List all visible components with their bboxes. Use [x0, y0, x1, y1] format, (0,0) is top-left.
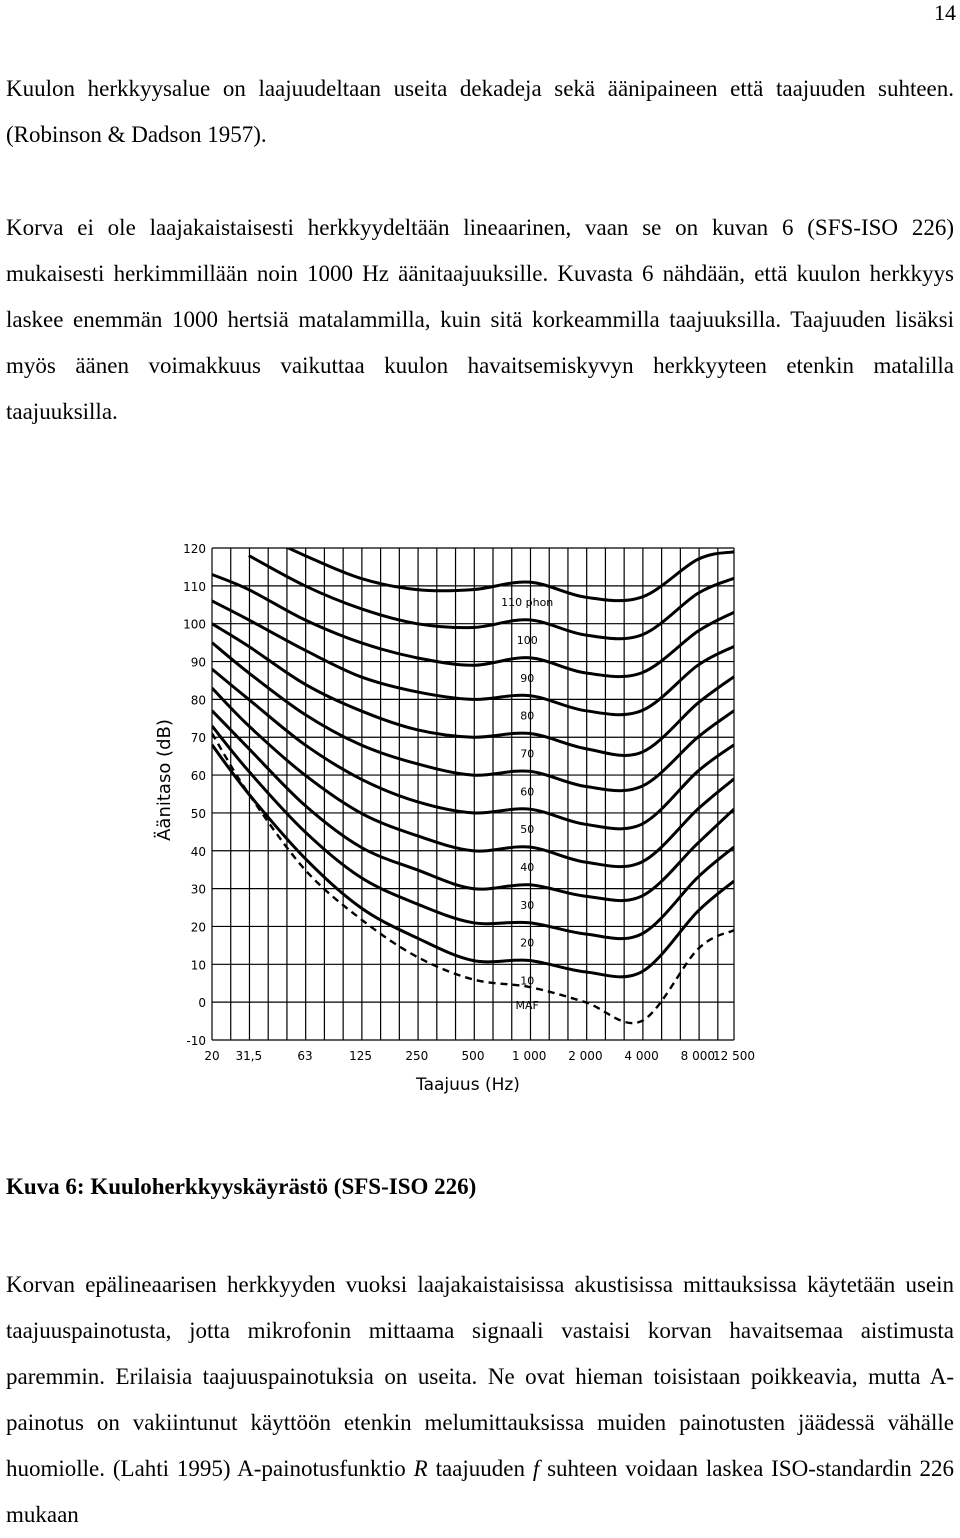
- y-axis-label: Äänitaso (dB): [154, 719, 175, 841]
- loudness-chart: [150, 530, 770, 1110]
- variable-R: R: [413, 1456, 428, 1481]
- y-tick-label: 120: [183, 542, 206, 556]
- curve-label: 10: [520, 974, 535, 988]
- y-tick-label: 40: [190, 844, 206, 859]
- x-tick-label: 8 000: [680, 1049, 715, 1063]
- x-tick-label: 500: [461, 1049, 485, 1063]
- y-tick-label: 70: [190, 731, 206, 746]
- chart-grid: [212, 548, 734, 1040]
- curve-label: 100: [516, 633, 538, 647]
- curve-label: 40: [520, 860, 535, 874]
- curve-label: 70: [520, 747, 535, 761]
- x-tick-label: 63: [297, 1049, 313, 1063]
- x-axis-label: Taajuus (Hz): [416, 1075, 520, 1095]
- y-tick-label: 90: [190, 655, 206, 670]
- x-tick-label: 20: [204, 1049, 220, 1063]
- paragraph-1: Kuulon herkkyysalue on laajuudeltaan useita dekadeja sekä äänipaineen että taajuuden suhteen. (Robinson & Dadson 1957).: [6, 76, 954, 147]
- page-number: 14: [934, 0, 956, 25]
- y-tick-label: 50: [190, 806, 206, 821]
- paragraph-2: Korva ei ole laajakaistaisesti herkkyydeltään lineaarinen, vaan se on kuvan 6 (SFS-ISO 226) mukaisesti herkimmillään noin 1000 Hz äänitaajuuksille. Kuvasta 6 nähdään, että kuulon herkkyys laskee enemmän 1000 hertsiä matalammilla, kuin sitä korkeammilla taajuuksilla. Taajuuden lisäksi myös äänen voimakkuus vaikuttaa kuulon havaitsemiskyvyn herkkyyteen etenkin matalilla taajuuksilla.: [6, 215, 954, 424]
- curve-label: 50: [520, 823, 535, 837]
- y-tick-label: 100: [183, 617, 206, 632]
- curve-label: 60: [520, 785, 535, 799]
- y-tick-label: 60: [190, 769, 206, 784]
- figure-caption: Kuva 6: Kuuloherkkyyskäyrästö (SFS-ISO 226): [6, 1174, 477, 1199]
- x-tick-label: 12 500: [713, 1049, 755, 1063]
- curve-label: 90: [520, 671, 535, 685]
- x-tick-label: 31,5: [235, 1049, 263, 1063]
- paragraph-3-text: Korvan epälineaarisen herkkyyden vuoksi laajakaistaisissa akustisissa mittauksissa käytetään usein taajuuspainotusta, jotta mikrofonin mittaama signaali vastaisi korvan havaitsemaa aistimusta paremmin. Erilaisia taajuuspainotuksia on useita. Ne ovat hieman toisistaan poikkeavia, mutta A-painotus on vakiintunut käyttöön etenkin melumittauksissa muiden painotusten jäädessä vähälle huomiolle. (Lahti 1995) A-painotusfunktio: [6, 1272, 954, 1481]
- paragraph-3-text-2: taajuuden: [435, 1456, 525, 1481]
- curve-label: 30: [520, 898, 535, 912]
- x-tick-label: 1 000: [512, 1049, 547, 1063]
- curve-phon-9: [212, 726, 734, 939]
- curve-phon-6: [212, 669, 734, 829]
- paragraph-3: [6, 1262, 954, 1538]
- curve-label: 80: [520, 709, 535, 723]
- x-tick-label: 2 000: [568, 1049, 603, 1063]
- x-tick-label: 4 000: [624, 1049, 659, 1063]
- y-tick-label: 0: [198, 996, 206, 1011]
- x-tick-label: 125: [349, 1049, 373, 1063]
- curve-label: 110 phon: [501, 596, 554, 610]
- curve-label: 20: [520, 936, 535, 950]
- curve-phon-10: [212, 745, 734, 977]
- y-tick-label: 10: [190, 958, 206, 973]
- y-tick-label: 20: [190, 920, 206, 935]
- chart-curves: [212, 530, 734, 1023]
- curve-label: MAF: [515, 999, 539, 1013]
- curve-phon-8: [212, 711, 734, 901]
- curve-phon-3: [212, 601, 734, 715]
- variable-f: f: [532, 1456, 540, 1481]
- x-tick-label: 250: [405, 1049, 429, 1063]
- y-tick-label: 80: [190, 693, 206, 708]
- y-tick-label: 30: [190, 882, 206, 897]
- y-tick-label: -10: [186, 1034, 206, 1048]
- paragraph-3-text-3: suhteen voidaan laskea ISO-standardin 226 mukaan: [6, 1456, 955, 1527]
- y-tick-label: 110: [183, 579, 206, 594]
- loudness-figure: [150, 530, 770, 1110]
